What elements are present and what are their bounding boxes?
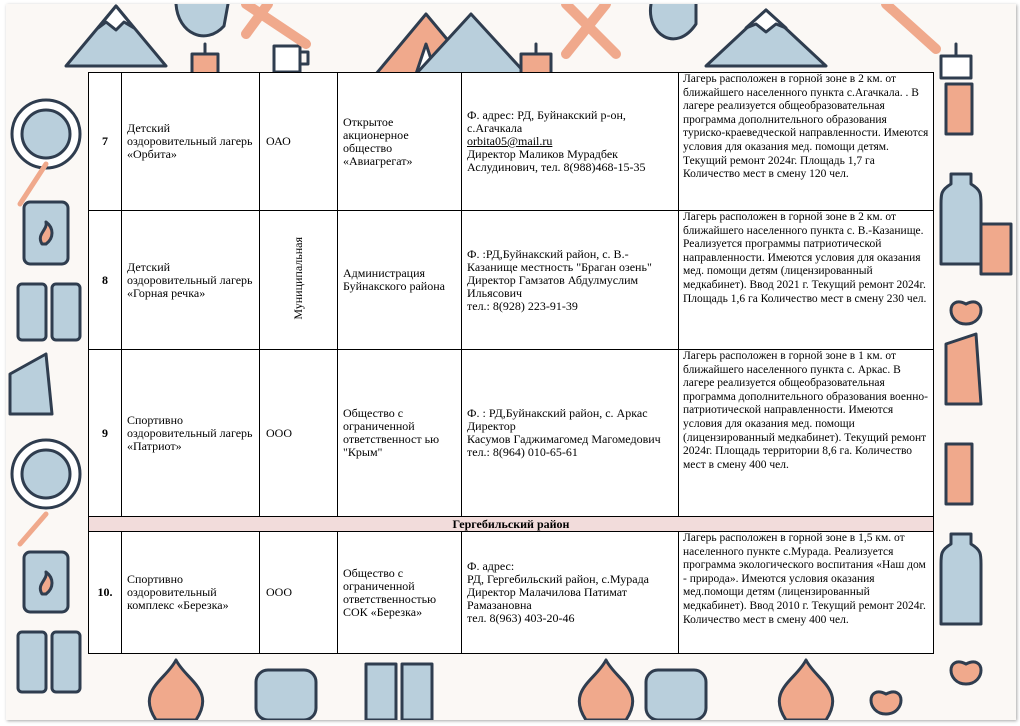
owner-organization: Открытое акционерное общество «Авиагрегат» [338,73,462,211]
camp-name: Детский оздоровительный лагерь «Горная речка» [122,211,260,350]
owner-organization: Общество с ограниченной ответственност ью "Крым" [338,350,462,517]
binoculars-icon [18,284,80,340]
moth-icon [951,302,981,324]
phone-line: тел.: 8(928) 223-91-39 [467,298,578,313]
camp-description: Лагерь расположен в горной зоне в 1,5 км. от населенного пункте с.Мурада. Реализуется программа экологического воспитания «Наш дом - природа». Имеются условия оказания мед.помощи детям (лицензированный медкабинет). Ввод 2010 г. Текущий ремонт 2024г. Количество мест в смену 400 чел. [679,532,934,654]
address-line: Ф. адрес: РД, Буйнакский р-он, с.Агачкала [467,108,626,135]
region-header-row [89,517,934,532]
row-number: 8 [89,211,122,350]
region-title: Гергебильский район [89,517,934,532]
director-label: Директор [467,419,516,433]
camp-name: Детский оздоровительный лагерь «Орбита» [122,73,260,211]
camp-description: Лагерь расположен в горной зоне в 2 км. от ближайшего населенного пункта с.Агачкала. . В лагере реализуется общеобразовательная программа дополнительного образования туриско-краеведческой направленности. Имеются условия для оказания мед. помощи детям. Текущий ремонт 2024г. Площадь 1,7 га Количество мест в смену 120 чел. [679,73,934,211]
camp-name: Спортивно оздоровительный лагерь «Патриот» [122,350,260,517]
camps-table [88,72,934,654]
director-name: Касумов Гаджимагомед Магомедович [467,432,661,446]
axe-icon [886,4,936,49]
backpack-icon [646,670,706,720]
axe-icon [246,4,306,44]
ownership-form-text: Муниципальная [291,237,305,320]
backpack-icon [256,670,316,720]
address-contacts [462,73,679,211]
row-number: 7 [89,73,122,211]
boot-icon [946,334,981,404]
moth-icon [951,662,981,684]
row-number: 9 [89,350,122,517]
mug-icon [274,46,308,72]
compass-icon [12,440,80,508]
camp-description: Лагерь расположен в горной зоне в 1 км. от ближайшего населенного пункта с. Аркас. В лагере реализуется общеобразовательная программа дополнительного образования военно-патриотической направленности. Имеются условия для оказания мед. помощи (лицензированный медкабинет). Текущий ремонт 2024г. Площадь территории 8,6 га. Количество мест в смену 400 чел. [679,350,934,517]
address-contacts [462,532,679,654]
lamp-icon [521,44,551,74]
address-contacts [462,350,679,517]
binoculars-icon [18,632,80,692]
gas-stove-icon [941,44,971,78]
ownership-form: ООО [260,350,338,517]
camp-description: Лагерь расположен в горной зоне в 2 км. от ближайшего населенного пункта с. В.-Казанище. Реализуется программы патриотической направленности. Имеются условия для оказания мед. помощи детям (лицензированный медкабинет). Ввод 2021 г. Текущий ремонт 2024г. Площадь 1,6 га Количество мест в смену 230 чел. [679,211,934,350]
table-row [89,350,934,517]
axe-icon [566,4,616,54]
compass-icon [12,100,80,168]
address-line: Ф. : РД,Буйнакский район, с. Аркас [467,406,648,420]
mountain-icon [66,6,166,66]
binoculars-icon [366,664,432,720]
campfire-icon [779,660,832,720]
campfire-icon [579,660,632,720]
phone-line: тел. 8(963) 403-20-46 [467,611,575,625]
matches-icon [20,514,46,544]
jar-icon [24,552,68,612]
director-contact: Директор Маликов Мурадбек Аслудинович, тел. 8(988)468-15-35 [467,147,646,174]
table-row [89,532,934,654]
table-row [89,211,934,350]
ownership-form [260,211,338,350]
flashlight-icon [946,84,972,134]
campfire-icon [149,660,202,720]
address-label: Ф. адрес: [467,559,515,573]
matches-icon [20,164,46,204]
lamp-icon [192,44,218,74]
bottle-icon [941,174,981,264]
director-line: Директор Малачилова Патимат Рамазановна [467,585,628,612]
owner-organization: Администрация Буйнакского района [338,211,462,350]
address-contacts [462,211,679,350]
owner-organization: Общество с ограниченной ответственностью СОК «Березка» [338,532,462,654]
phone-line: тел.: 8(964) 010-65-61 [467,445,578,459]
mountain-icon [706,10,826,66]
ownership-form: ООО [260,532,338,654]
address-line: РД, Гергебильский район, с.Мурада [467,572,650,586]
sleeping-bag-icon [650,4,696,39]
moth-icon [871,692,901,714]
flashlight-icon [946,444,972,504]
ownership-form: ОАО [260,73,338,211]
address-line: Ф. :РД,Буйнакский район, с. В.-Казанище местность "Браган озень" [467,246,652,274]
table-row [89,73,934,211]
row-number: 10. [89,532,122,654]
jar-icon [24,202,68,264]
camp-name: Спортивно оздоровительный комплекс «Березка» [122,532,260,654]
sleeping-bag-icon [176,4,228,36]
boot-icon [10,354,52,414]
gas-stove-icon [981,224,1011,274]
bottle-icon [941,534,981,624]
director-line: Директор Гамзатов Абдулмуслим Ильясович [467,272,639,300]
email-link[interactable]: orbita05@mail.ru [467,134,553,148]
